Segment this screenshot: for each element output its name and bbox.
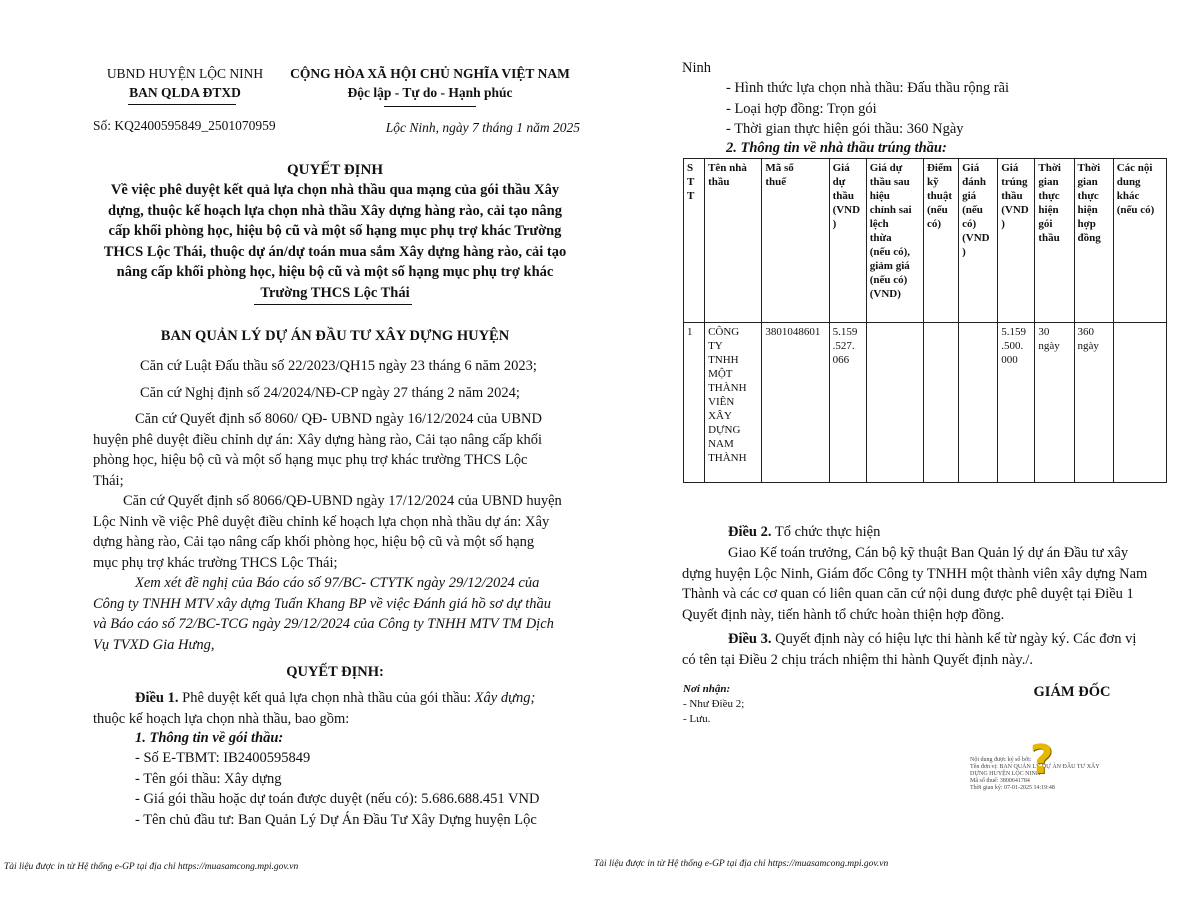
basis-decision-8066: Căn cứ Quyết định số 8066/QĐ-UBND ngày 17/12/2024 của UBND huyện Lộc Ninh về việc Phê duyệt điều chỉnh kế hoạch lựa chọn nhà thầu dự án: Xây dựng hàng rào, Cải tạo nâng cấp khối phòng học, hiệu bộ cũ và một số hạng mục phụ trợ khác trường THCS Lộc Thái; [93,493,562,571]
list-item: - Tên gói thầu: Xây dựng [135,770,282,787]
article-1: Điều 1. Phê duyệt kết quả lựa chọn nhà thầu của gói thầu: Xây dựng; thuộc kế hoạch lựa chọn nhà thầu, bao gồm: [93,690,536,727]
col-evaluated-price: Giá đánh giá (nếu có) (VND ) [959,159,998,323]
list-item: - Hình thức lựa chọn nhà thầu: Đấu thầu rộng rãi [726,80,1010,96]
col-technical-score: Điểm kỹ thuật (nếu có) [923,159,958,323]
decision-heading: QUYẾT ĐỊNH: [286,664,384,680]
basis-reports: Xem xét đề nghị của Báo cáo số 97/BC- CTYTK ngày 29/12/2024 của Công ty TNHH MTV xây dựng Tuấn Khang BP về việc Đánh giá hồ sơ dự thầu và Báo cáo số 72/BC-TCG ngày 29/12/2024 của Công ty TNHH MTV TM Dịch Vụ TVXD Gia Hưng, [93,575,554,653]
cell-tax-code: 3801048601 [762,323,829,483]
authority-heading: BAN QUẢN LÝ DỰ ÁN ĐẦU TƯ XÂY DỰNG HUYỆN [160,328,510,344]
agency-bottom: BAN QLDA ĐTXD [129,85,241,100]
article-2-heading: Điều 2. Tổ chức thực hiện [728,524,881,540]
cell-other-content [1113,323,1166,483]
owner-continued: Ninh [682,60,711,76]
agency-top: UBND HUYỆN LỘC NINH [106,66,264,81]
title-underline [254,304,412,305]
cell-technical-score [923,323,958,483]
col-other-content: Các nội dung khác (nếu có) [1113,159,1166,323]
col-bid-price: Giá dự thầu (VND ) [829,159,866,323]
cell-winning-price: 5.159 .500. 000 [998,323,1035,483]
cell-package-duration: 30 ngày [1035,323,1074,483]
package-info-list [135,748,595,830]
motto-top: CỘNG HÒA XÃ HỘI CHỦ NGHĨA VIỆT NAM [290,66,570,81]
agency-underline [128,104,236,105]
list-item: - Tên chủ đầu tư: Ban Quản Lý Dự Án Đầu Tư Xây Dựng huyện Lộc [135,811,537,828]
decision-subject: Về việc phê duyệt kết quả lựa chọn nhà thầu qua mạng của gói thầu Xây dựng, thuộc kế hoạch lựa chọn nhà thầu Xây dựng hàng rào, cải tạo nâng cấp khối phòng học, hiệu bộ cũ và một số hạng mục phụ trợ khác Trường THCS Lộc Thái, thuộc dự án/dự toán mua sắm Xây dựng hàng rào, cải tạo nâng cấp khối phòng học, hiệu bộ cũ và một số hạng mục phụ trợ khác Trường THCS Lộc Thái [103,182,567,301]
page-left [0,0,592,914]
list-item: - Như Điều 2; [683,698,745,710]
cell-contract-duration: 360 ngày [1074,323,1113,483]
recipients-heading: Nơi nhận: [683,683,731,695]
winner-info-heading: 2. Thông tin về nhà thầu trúng thầu: [726,140,947,156]
footer-left: Tài liệu được in từ Hệ thống e-GP tại địa chỉ https://muasamcong.mpi.gov.vn [4,862,299,872]
list-item: - Lưu. [683,713,711,725]
motto-bottom: Độc lập - Tự do - Hạnh phúc [347,85,513,100]
basis-law: Căn cứ Luật Đấu thầu số 22/2023/QH15 ngày 23 tháng 6 năm 2023; [140,358,537,374]
page-right [592,0,1200,914]
basis-decision-8060: Căn cứ Quyết định số 8060/ QĐ- UBND ngày 16/12/2024 của UBND huyện phê duyệt điều chỉnh dự án: Xây dựng hàng rào, Cải tạo nâng cấp khối phòng học, hiệu bộ cũ và một số hạng mục phụ trợ khác trường THCS Lộc Thái; [93,411,542,489]
article-3: Điều 3. Quyết định này có hiệu lực thi hành kể từ ngày ký. Các đơn vị có tên tại Điều 2 chịu trách nhiệm thi hành Quyết định này./. [682,631,1137,668]
motto-underline [384,106,476,107]
digital-signature-info: Nội dung được ký số bởi: Tên đơn vị: BAN QUẢN LÝ DỰ ÁN ĐẦU TƯ XÂY DỰNG HUYỆN LỘC NINH Mã số thuế: 3800641784 Thời gian ký: 07-01-2025 14:19:48 [970,757,1100,791]
table-row [684,323,1167,483]
winner-table [683,158,1167,483]
list-item: - Giá gói thầu hoặc dự toán được duyệt (nếu có): 5.686.688.451 VND [135,791,540,807]
col-adjusted-price: Giá dự thầu sau hiệu chỉnh sai lệch thừa (nếu có), giảm giá (nếu có) (VND) [866,159,923,323]
package-info-list-continued [726,78,1186,140]
signature-question-icon: ? [1030,737,1054,783]
col-package-duration: Thời gian thực hiện gói thầu [1035,159,1074,323]
cell-contractor-name: CÔNG TY TNHH MỘT THÀNH VIÊN XÂY DỰNG NAM THÀNH [705,323,762,483]
cell-stt: 1 [684,323,705,483]
col-winning-price: Giá trúng thầu (VND ) [998,159,1035,323]
cell-adjusted-price [866,323,923,483]
footer-right: Tài liệu được in từ Hệ thống e-GP tại địa chỉ https://muasamcong.mpi.gov.vn [594,859,889,869]
decision-title: QUYẾT ĐỊNH [287,162,383,178]
list-item: - Thời gian thực hiện gói thầu: 360 Ngày [726,121,964,137]
package-info-heading: 1. Thông tin về gói thầu: [135,730,284,746]
col-stt: S T T [684,159,705,323]
col-contract-duration: Thời gian thực hiện hợp đồng [1074,159,1113,323]
basis-decree: Căn cứ Nghị định số 24/2024/NĐ-CP ngày 27 tháng 2 năm 2024; [140,385,520,401]
col-tax-code: Mã số thuế [762,159,829,323]
table-header-row [684,159,1167,323]
signer-title: GIÁM ĐỐC [1033,684,1111,700]
list-item: - Loại hợp đồng: Trọn gói [726,100,877,117]
place-date: Lộc Ninh, ngày 7 tháng 1 năm 2025 [385,120,580,135]
col-contractor-name: Tên nhà thầu [705,159,762,323]
document-number: Số: KQ2400595849_2501070959 [93,118,276,133]
article-2-body: Giao Kế toán trưởng, Cán bộ kỹ thuật Ban Quản lý dự án Đầu tư xây dựng huyện Lộc Ninh, Giám đốc Công ty TNHH một thành viên xây dựng Nam Thành và các cơ quan có liên quan căn cứ nội dung được phê duyệt tại Điều 1 Quyết định này, tiến hành tổ chức hoàn thiện hợp đồng. [682,545,1148,623]
cell-evaluated-price [959,323,998,483]
list-item: - Số E-TBMT: IB2400595849 [135,750,311,766]
cell-bid-price: 5.159 .527. 066 [829,323,866,483]
recipients-list [683,697,744,727]
